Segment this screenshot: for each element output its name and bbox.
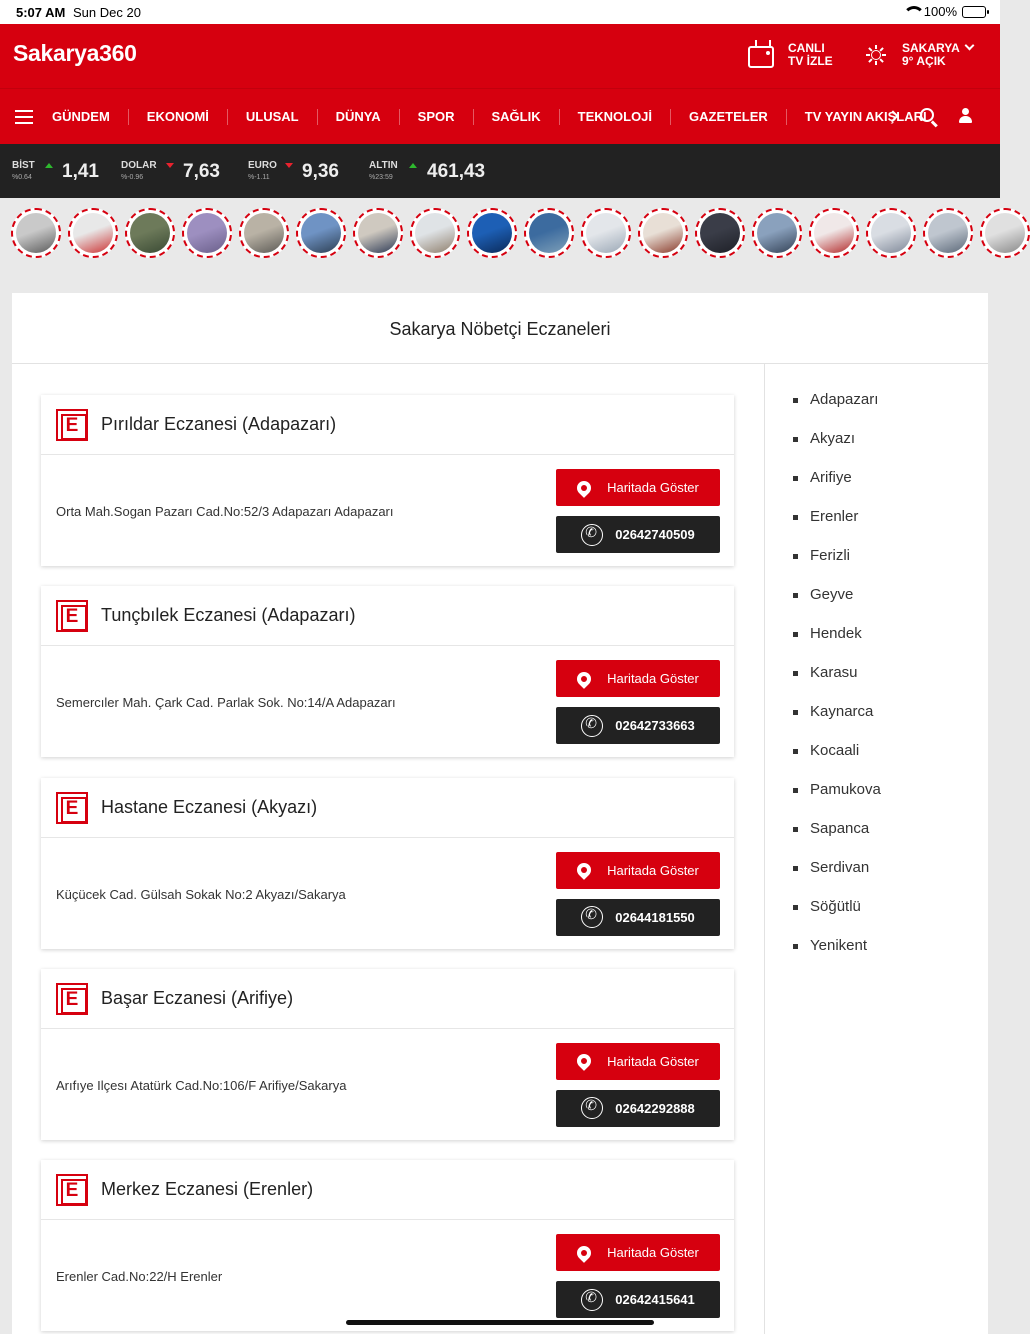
pharmacy-header xyxy=(41,778,734,838)
phone-number: 02642733663 xyxy=(615,718,695,734)
district-link[interactable]: Akyazı xyxy=(793,430,881,469)
phone-number: 02642740509 xyxy=(615,527,695,542)
pharmacy-item xyxy=(41,586,734,757)
phone-icon xyxy=(581,524,603,546)
story-image xyxy=(928,213,968,253)
pharmacy-e-icon: E xyxy=(56,983,88,1015)
user-icon[interactable] xyxy=(959,108,971,124)
weather-widget[interactable] xyxy=(866,42,973,68)
story-image xyxy=(415,213,455,253)
arrow-down-icon xyxy=(285,163,293,168)
pharmacy-item xyxy=(41,969,734,1140)
story-thumbnail[interactable] xyxy=(11,208,61,258)
pharmacy-e-icon: E xyxy=(56,600,88,632)
story-thumbnail[interactable] xyxy=(809,208,859,258)
story-image xyxy=(985,213,1025,253)
phone-icon xyxy=(581,715,603,737)
district-link[interactable]: Arifiye xyxy=(793,469,881,508)
map-pin-icon xyxy=(574,478,594,498)
column-divider xyxy=(764,364,765,1334)
story-thumbnail[interactable] xyxy=(125,208,175,258)
ticker-value: 9,36 xyxy=(302,161,339,182)
call-button[interactable] xyxy=(556,899,720,936)
pharmacy-header xyxy=(41,395,734,455)
show-on-map-label: Haritada Göster xyxy=(607,671,699,687)
pharmacy-header xyxy=(41,1160,734,1220)
story-thumbnail[interactable] xyxy=(866,208,916,258)
story-image xyxy=(301,213,341,253)
pharmacy-item xyxy=(41,1160,734,1331)
ticker-value: 7,63 xyxy=(183,161,220,182)
nav-item[interactable]: EKONOMİ xyxy=(129,109,228,125)
nav-item[interactable]: TV YAYIN AKIŞLARI xyxy=(804,109,927,124)
pharmacy-header xyxy=(41,586,734,646)
district-link[interactable]: Pamukova xyxy=(793,781,881,820)
story-image xyxy=(643,213,683,253)
phone-number: 02644181550 xyxy=(615,909,695,925)
sun-icon xyxy=(866,45,886,65)
pharmacy-card xyxy=(12,293,988,1334)
phone-icon xyxy=(581,1289,603,1311)
story-image xyxy=(244,213,284,253)
pharmacy-item xyxy=(41,778,734,949)
district-list xyxy=(793,391,881,976)
story-thumbnail[interactable] xyxy=(980,208,1030,258)
show-on-map-button[interactable] xyxy=(556,469,720,506)
site-header xyxy=(0,24,1000,88)
chevron-down-icon xyxy=(964,41,974,51)
story-image xyxy=(130,213,170,253)
page-title: Sakarya Nöbetçi Eczaneleri xyxy=(12,293,988,364)
ticker-name: BİST xyxy=(12,160,35,171)
call-button[interactable] xyxy=(556,707,720,744)
phone-number: 02642415641 xyxy=(615,1292,695,1308)
district-link[interactable]: Karasu xyxy=(793,664,881,703)
story-image xyxy=(814,213,854,253)
story-thumbnail[interactable] xyxy=(923,208,973,258)
status-right xyxy=(903,4,986,19)
district-link[interactable]: Geyve xyxy=(793,586,881,625)
story-thumbnail[interactable] xyxy=(296,208,346,258)
site-logo[interactable]: Sakarya360 xyxy=(13,40,137,66)
show-on-map-label: Haritada Göster xyxy=(607,480,699,495)
ticker-name: ALTIN xyxy=(369,160,398,171)
battery-percent: 100% xyxy=(923,4,957,19)
status-date: Sun Dec 20 xyxy=(73,5,141,20)
pharmacy-address: Erenler Cad.No:22/H Erenler xyxy=(56,1269,223,1285)
show-on-map-button[interactable] xyxy=(556,1234,720,1271)
story-image xyxy=(16,213,56,253)
ticker-value: 1,41 xyxy=(62,161,99,182)
district-link[interactable]: Adapazarı xyxy=(793,391,881,430)
status-time: 5:07 AM xyxy=(16,5,66,20)
district-link[interactable]: Kaynarca xyxy=(793,703,881,742)
district-link[interactable]: Sapanca xyxy=(793,820,881,859)
call-button[interactable] xyxy=(556,1281,720,1318)
pharmacy-name: Başar Eczanesi (Arifiye) xyxy=(101,987,294,1008)
pharmacy-e-icon: E xyxy=(56,409,88,441)
pharmacy-item xyxy=(41,395,734,566)
story-thumbnail[interactable] xyxy=(239,208,289,258)
map-pin-icon xyxy=(574,1243,594,1263)
call-button[interactable] xyxy=(556,1090,720,1127)
pharmacy-e-icon: E xyxy=(56,792,88,824)
story-thumbnail[interactable] xyxy=(353,208,403,258)
tv-icon xyxy=(748,46,774,68)
district-link[interactable]: Serdivan xyxy=(793,859,881,898)
district-link[interactable]: Söğütlü xyxy=(793,898,881,937)
nav-item[interactable]: GAZETELER xyxy=(671,109,787,125)
story-thumbnail[interactable] xyxy=(524,208,574,258)
district-link[interactable]: Ferizli xyxy=(793,547,881,586)
story-image xyxy=(358,213,398,253)
pharmacy-address: Semercıler Mah. Çark Cad. Parlak Sok. No:14/A Adapazarı xyxy=(56,695,396,711)
arrow-down-icon xyxy=(166,163,174,168)
district-link[interactable]: Erenler xyxy=(793,508,881,547)
nav-item[interactable]: DÜNYA xyxy=(318,109,400,125)
weather-label: SAKARYA 9° AÇIK xyxy=(902,42,973,68)
wifi-icon xyxy=(903,6,919,18)
map-pin-icon xyxy=(574,669,594,689)
story-image xyxy=(586,213,626,253)
pharmacy-name: Tunçbılek Eczanesi (Adapazarı) xyxy=(101,605,356,626)
story-strip xyxy=(0,198,1000,268)
search-icon[interactable] xyxy=(920,108,934,122)
pharmacy-name: Pırıldar Eczanesi (Adapazarı) xyxy=(101,414,337,434)
ticker-percent: %-0.96 xyxy=(121,174,144,181)
story-image xyxy=(529,213,569,253)
phone-icon xyxy=(581,906,603,928)
ticker-percent: %23:59 xyxy=(369,174,393,181)
show-on-map-label: Haritada Göster xyxy=(607,1245,699,1261)
pharmacy-name: Merkez Eczanesi (Erenler) xyxy=(101,1179,314,1200)
pharmacy-name: Hastane Eczanesi (Akyazı) xyxy=(101,796,318,817)
nav-items xyxy=(34,89,927,145)
story-image xyxy=(73,213,113,253)
story-image xyxy=(871,213,911,253)
menu-icon[interactable] xyxy=(15,110,33,124)
story-thumbnail[interactable] xyxy=(410,208,460,258)
pharmacy-address: Arıfıye Ilçesı Atatürk Cad.No:106/F Arifiye/Sakarya xyxy=(56,1077,347,1093)
story-thumbnail[interactable] xyxy=(182,208,232,258)
nav-item[interactable]: SAĞLIK xyxy=(474,109,560,125)
market-ticker xyxy=(0,144,1000,198)
story-image xyxy=(187,213,227,253)
story-thumbnail[interactable] xyxy=(68,208,118,258)
story-thumbnail[interactable] xyxy=(752,208,802,258)
map-pin-icon xyxy=(574,860,594,880)
story-thumbnail[interactable] xyxy=(695,208,745,258)
pharmacy-address: Küçücek Cad. Gülsah Sokak No:2 Akyazı/Sakarya xyxy=(56,886,346,902)
show-on-map-button[interactable] xyxy=(556,1043,720,1080)
arrow-up-icon xyxy=(45,163,53,168)
nav-item[interactable]: SPOR xyxy=(400,109,474,125)
pharmacy-e-icon: E xyxy=(56,1174,88,1206)
ticker-value: 461,43 xyxy=(427,161,486,182)
district-link[interactable]: Yenikent xyxy=(793,937,881,976)
show-on-map-label: Haritada Göster xyxy=(607,862,699,878)
home-indicator[interactable] xyxy=(346,1320,654,1325)
pharmacy-address: Orta Mah.Sogan Pazarı Cad.No:52/3 Adapazarı Adapazarı xyxy=(56,504,394,519)
ticker-percent: %0.64 xyxy=(12,174,32,181)
status-bar xyxy=(0,0,1000,24)
story-image xyxy=(700,213,740,253)
district-link[interactable]: Hendek xyxy=(793,625,881,664)
main-nav xyxy=(0,88,1000,144)
story-image xyxy=(472,213,512,253)
nav-item[interactable]: ULUSAL xyxy=(228,109,318,125)
live-tv-label: CANLI TV İZLE xyxy=(788,41,833,68)
story-thumbnail[interactable] xyxy=(581,208,631,258)
phone-number: 02642292888 xyxy=(615,1100,695,1116)
arrow-up-icon xyxy=(409,163,417,168)
live-tv-link[interactable] xyxy=(748,42,833,68)
phone-icon xyxy=(581,1097,603,1119)
ticker-name: EURO xyxy=(248,160,277,171)
nav-item[interactable]: TEKNOLOJİ xyxy=(560,109,671,125)
story-image xyxy=(757,213,797,253)
district-link[interactable]: Kocaali xyxy=(793,742,881,781)
nav-item[interactable]: GÜNDEM xyxy=(34,109,129,125)
call-button[interactable] xyxy=(556,516,720,553)
map-pin-icon xyxy=(574,1051,594,1071)
ticker-name: DOLAR xyxy=(121,160,157,171)
show-on-map-button[interactable] xyxy=(556,660,720,697)
story-thumbnail[interactable] xyxy=(467,208,517,258)
story-thumbnail[interactable] xyxy=(638,208,688,258)
show-on-map-button[interactable] xyxy=(556,852,720,889)
pharmacy-header xyxy=(41,969,734,1029)
battery-icon xyxy=(962,6,986,18)
show-on-map-label: Haritada Göster xyxy=(607,1053,699,1069)
ticker-percent: %-1.11 xyxy=(248,174,270,181)
